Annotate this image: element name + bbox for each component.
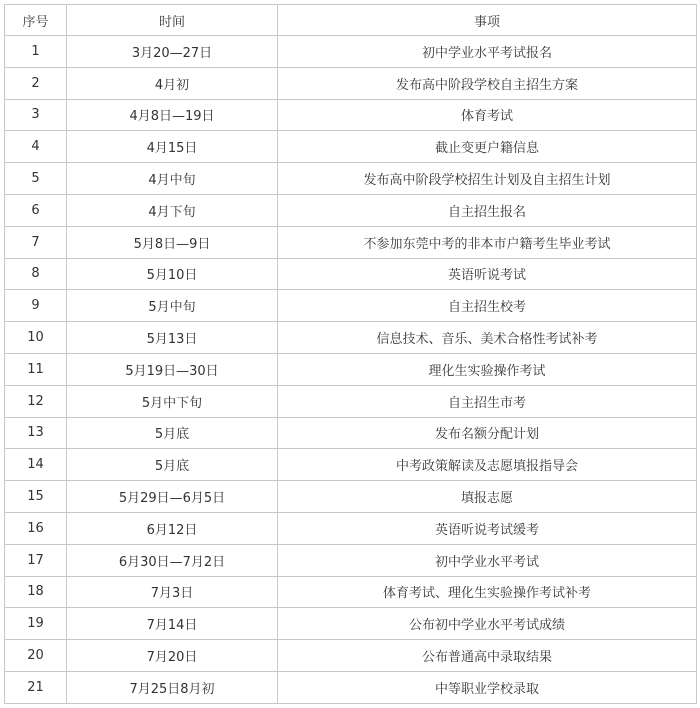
row-index-cell: 7 xyxy=(5,226,67,258)
header-event: 事项 xyxy=(278,5,697,36)
row-time-cell: 5月中下旬 xyxy=(67,385,278,417)
row-time-cell: 5月底 xyxy=(67,417,278,449)
row-index-cell: 10 xyxy=(5,322,67,354)
table-row xyxy=(5,608,697,640)
row-index-cell: 16 xyxy=(5,512,67,544)
row-event-cell: 填报志愿 xyxy=(278,481,697,513)
table-row xyxy=(5,163,697,195)
row-event-cell: 英语听说考试 xyxy=(278,258,697,290)
row-time-cell: 4月下旬 xyxy=(67,194,278,226)
row-time-cell: 4月15日 xyxy=(67,131,278,163)
row-index-cell: 12 xyxy=(5,385,67,417)
row-event-cell: 信息技术、音乐、美术合格性考试补考 xyxy=(278,322,697,354)
schedule-table xyxy=(4,4,697,704)
row-index-cell: 20 xyxy=(5,640,67,672)
row-time-cell: 7月3日 xyxy=(67,576,278,608)
table-row xyxy=(5,640,697,672)
row-index-cell: 18 xyxy=(5,576,67,608)
table-row xyxy=(5,194,697,226)
row-event-cell: 自主招生市考 xyxy=(278,385,697,417)
table-row xyxy=(5,322,697,354)
table-row xyxy=(5,481,697,513)
row-event-cell: 不参加东莞中考的非本市户籍考生毕业考试 xyxy=(278,226,697,258)
row-event-cell: 发布高中阶段学校自主招生方案 xyxy=(278,67,697,99)
table-row xyxy=(5,67,697,99)
table-row xyxy=(5,385,697,417)
row-event-cell: 体育考试、理化生实验操作考试补考 xyxy=(278,576,697,608)
row-time-cell: 4月初 xyxy=(67,67,278,99)
row-event-cell: 体育考试 xyxy=(278,99,697,131)
table-body xyxy=(5,36,697,704)
row-index-cell: 13 xyxy=(5,417,67,449)
header-index: 序号 xyxy=(5,5,67,36)
row-time-cell: 5月底 xyxy=(67,449,278,481)
row-index-cell: 1 xyxy=(5,36,67,68)
row-time-cell: 5月19日—30日 xyxy=(67,353,278,385)
row-event-cell: 截止变更户籍信息 xyxy=(278,131,697,163)
table-row xyxy=(5,512,697,544)
row-time-cell: 5月13日 xyxy=(67,322,278,354)
row-event-cell: 中等职业学校录取 xyxy=(278,671,697,703)
row-index-cell: 6 xyxy=(5,194,67,226)
row-time-cell: 6月12日 xyxy=(67,512,278,544)
row-event-cell: 英语听说考试缓考 xyxy=(278,512,697,544)
row-time-cell: 5月中旬 xyxy=(67,290,278,322)
table-row xyxy=(5,449,697,481)
row-time-cell: 5月8日—9日 xyxy=(67,226,278,258)
row-index-cell: 3 xyxy=(5,99,67,131)
row-event-cell: 理化生实验操作考试 xyxy=(278,353,697,385)
row-index-cell: 17 xyxy=(5,544,67,576)
row-index-cell: 19 xyxy=(5,608,67,640)
table-row xyxy=(5,544,697,576)
header-time: 时间 xyxy=(67,5,278,36)
row-event-cell: 初中学业水平考试 xyxy=(278,544,697,576)
row-index-cell: 21 xyxy=(5,671,67,703)
table-header-row xyxy=(5,5,697,36)
table-row xyxy=(5,36,697,68)
row-time-cell: 5月10日 xyxy=(67,258,278,290)
row-time-cell: 5月29日—6月5日 xyxy=(67,481,278,513)
row-index-cell: 2 xyxy=(5,67,67,99)
row-event-cell: 发布名额分配计划 xyxy=(278,417,697,449)
row-event-cell: 公布初中学业水平考试成绩 xyxy=(278,608,697,640)
row-time-cell: 7月20日 xyxy=(67,640,278,672)
row-event-cell: 自主招生校考 xyxy=(278,290,697,322)
table-row xyxy=(5,99,697,131)
row-time-cell: 7月25日8月初 xyxy=(67,671,278,703)
table-row xyxy=(5,290,697,322)
row-time-cell: 4月8日—19日 xyxy=(67,99,278,131)
row-index-cell: 5 xyxy=(5,163,67,195)
table-row xyxy=(5,671,697,703)
row-event-cell: 发布高中阶段学校招生计划及自主招生计划 xyxy=(278,163,697,195)
table-row xyxy=(5,131,697,163)
row-event-cell: 自主招生报名 xyxy=(278,194,697,226)
table-row xyxy=(5,353,697,385)
row-index-cell: 11 xyxy=(5,353,67,385)
row-index-cell: 4 xyxy=(5,131,67,163)
table-row xyxy=(5,576,697,608)
row-event-cell: 公布普通高中录取结果 xyxy=(278,640,697,672)
table-row xyxy=(5,258,697,290)
row-index-cell: 8 xyxy=(5,258,67,290)
row-index-cell: 14 xyxy=(5,449,67,481)
schedule-table-container xyxy=(4,4,696,704)
table-row xyxy=(5,226,697,258)
row-index-cell: 15 xyxy=(5,481,67,513)
row-time-cell: 3月20—27日 xyxy=(67,36,278,68)
row-index-cell: 9 xyxy=(5,290,67,322)
table-row xyxy=(5,417,697,449)
row-event-cell: 初中学业水平考试报名 xyxy=(278,36,697,68)
row-time-cell: 6月30日—7月2日 xyxy=(67,544,278,576)
row-event-cell: 中考政策解读及志愿填报指导会 xyxy=(278,449,697,481)
row-time-cell: 4月中旬 xyxy=(67,163,278,195)
row-time-cell: 7月14日 xyxy=(67,608,278,640)
